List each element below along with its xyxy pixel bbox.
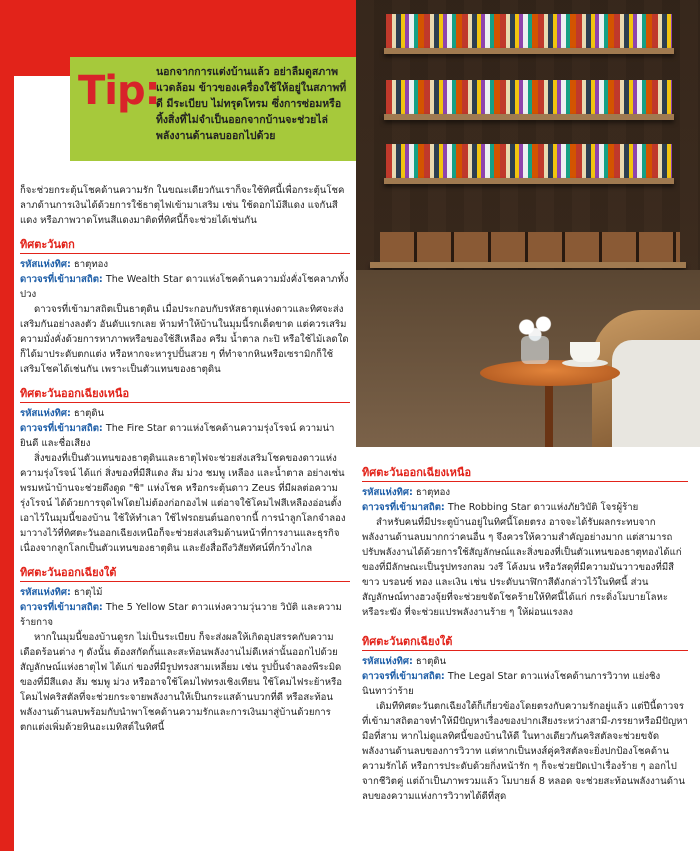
photo-table-leg: [545, 380, 553, 447]
left-column: [20, 183, 350, 737]
element-line: [20, 585, 350, 600]
photo-chair-cushion: [612, 340, 700, 447]
section-northeast: [20, 386, 350, 556]
element-line: [20, 257, 350, 272]
photo-shelf: [370, 262, 686, 268]
section-heading: ทิศตะวันออกเฉียงเหนือ: [362, 465, 688, 482]
element-line: [362, 654, 688, 669]
section-west: [20, 237, 350, 377]
star-value: The Legal Star ดาวแห่งโชคด้านการวิวาท แย่งชิง นินทาว่าร้าย: [362, 671, 661, 697]
section-heading: ทิศตะวันตกเฉียงใต้: [362, 634, 688, 651]
section-heading: ทิศตะวันตก: [20, 237, 350, 254]
element-label: รหัสแห่งทิศ:: [362, 487, 413, 498]
star-label: ดาวจรที่เข้ามาสถิต:: [20, 602, 103, 613]
photo-shelf: [384, 114, 674, 120]
photo-shelf: [384, 48, 674, 54]
section-northeast-2: [362, 465, 688, 620]
element-label: รหัสแห่งทิศ:: [20, 259, 71, 270]
star-label: ดาวจรที่เข้ามาสถิต:: [362, 671, 445, 682]
star-label: ดาวจรที่เข้ามาสถิต:: [362, 502, 445, 513]
section-heading: ทิศตะวันออกเฉียงใต้: [20, 565, 350, 582]
element-value: ธาตุดิน: [73, 408, 105, 419]
star-value: The 5 Yellow Star ดาวแห่งความวุ่นวาย วิบัติ และความร้ายกาจ: [20, 602, 342, 628]
photo-books-row: [386, 80, 672, 114]
photo-vase: [521, 336, 549, 364]
element-value: ธาตุไม้: [73, 587, 103, 598]
element-label: รหัสแห่งทิศ:: [20, 587, 71, 598]
red-margin-bar: [0, 0, 14, 851]
room-photo: [356, 0, 700, 447]
star-line: [362, 669, 688, 699]
section-southeast: [20, 565, 350, 735]
section-body: สำหรับคนที่มีประตูบ้านอยู่ในทิศนี้โดยตรง อาจจะได้รับผลกระทบจากพลังงานด้านลบมากกว่าคนอื่น ๆ จึงควรให้ความสำคัญอย่างมาก แต่สามารถปรับพลังงานได้ด้วยการใช้สัญลักษณ์และสิ่งของที่เป็นตัวแทนของธาตุทองได้แก่ ของที่มีลักษณะเป็นรูปทรงกลม วงรี โค้งมน หรือวัสดุที่มีความมันวาวของที่มีสีขาว บรอนซ์ ทอง และเงิน เช่น ประดับนาฬิกาสีดังกล่าวไว้ในทิศนี้ ส่วนสัญลักษณ์ทางฮวงจุ้ยที่จะช่วยขจัดโชคร้ายให้ทิศนี้ได้แก่ กระดิ่งโมบายโลหะ หรือระฆัง ที่จะช่วยแปรพลังงานร้าย ๆ ให้ผ่อนแรงลง: [362, 517, 682, 618]
right-column: [362, 465, 688, 806]
tip-label: Tip:: [78, 68, 160, 114]
star-label: ดาวจรที่เข้ามาสถิต:: [20, 423, 103, 434]
tip-text: นอกจากการแต่งบ้านแล้ว อย่าลืมดูสภาพแวดล้อม ข้าวของเครื่องใช้ให้อยู่ในสภาพที่ดี มีระเบียบ ไม่ทรุดโทรม ซึ่งการซ่อมหรือทิ้งสิ่งที่ไม่จำเป็นออกจากบ้านจะช่วยไล่พลังงานด้านลบออกไปด้วย: [156, 66, 347, 142]
section-body: สิ่งของที่เป็นตัวแทนของธาตุดินและธาตุไฟจะช่วยส่งเสริมโชคของดาวแห่งความรุ่งโรจน์ ได้แก่ สิ่งของที่มีสีแดง ส้ม ม่วง ชมพู เหลือง และน้ำตาล อย่างเช่น พรมหน้าบ้านจะช่วยดึงดูด "ชิ" แห่งโชค หรือกระตุ้นดาว Zeus ที่มีผลต่อความรุ่งโรจน์ ได้ด้วยการจุดไฟโดยไม่ต้องก่อกองไฟ แต่อาจใช้โคมไฟสีเหลืองอ่อนตั้งเอาไว้ในมุมนี้ของบ้าน ใช้ให้ทำเลา ใช้ไฟรถยนต์นอกจากนี้ การนำลูกโลกจำลองมาวางไว้ที่ทิศตะวันออกเฉียงเหนือก็จะช่วยส่งเสริมด้านหน้าที่การงานและธุรกิจ เนื่องจากลูกโลกเป็นตัวแทนของธาตุดิน และยังสื่อถึงวิสัยทัศน์ที่กว้างไกล: [20, 453, 346, 554]
star-value: The Robbing Star ดาวแห่งภัยวิบัติ โจรผู้ร้าย: [447, 502, 639, 513]
section-body: หากในมุมนี้ของบ้านดูรก ไม่เป็นระเบียบ ก็จะส่งผลให้เกิดอุปสรรคกับความเดือดร้อนต่าง ๆ ดังนั้น ต้องสกัดกั้นและสะท้อนพลังงานไม่ดีเหล่านั้นออกไปด้วยสัญลักษณ์แห่งธาตุไฟ ได้แก่ ของที่มีรูปทรงสามเหลี่ยม เช่น รูปปั้นจำลองพีระมิด ของที่มีสีแดง ส้ม ชมพู ม่วง หรืออาจใช้โคมไฟทรงเชิงเทียน ใช้โคมไฟระย้าหรือโคมไฟคริสตัลที่จะช่วยกระจายพลังงานให้เป็นกระแสด้านบวกที่ดี หรือสะท้อนพลังงานด้านลบพร้อมกับนำพาโชคด้านความรักและการเงินมาสู่บ้านด้วยการตกแต่งเพิ่มด้วยหินอะเมทิสต์ในทิศนี้: [20, 632, 342, 733]
photo-shelf: [384, 178, 674, 184]
section-body: ดาวจรที่เข้ามาสถิตเป็นธาตุดิน เมื่อประกอบกับรหัสธาตุแห่งดาวและทิศจะส่งเสริมกันอย่างลงตัว อันดับแรกเลย ห้ามทำให้บ้านในมุมนี้รกเด็ดขาด แต่ควรเสริมความมั่งคั่งด้วยการหาภาพหรือของใช้สีเหลือง ครีม น้ำตาล กะปิ หรือใช้ไม้เลดใดก็ได้มาประดับตกแต่ง หรือหากจะหารูปปั้นสวย ๆ ที่ทำจากหินหรือเซรามิกก็ใช้เสริมโชคได้เช่นกัน เพราะเป็นตัวแทนของธาตุดิน: [20, 304, 349, 375]
element-line: [362, 485, 688, 500]
star-value: The Fire Star ดาวแห่งโชคด้านความรุ่งโรจน์ ความน่ายินดี และชื่อเสียง: [20, 423, 335, 449]
photo-cup: [570, 342, 600, 362]
star-line: [20, 272, 350, 302]
photo-books-row: [386, 14, 672, 48]
photo-storage-boxes: [380, 232, 680, 262]
element-value: ธาตุทอง: [73, 259, 109, 270]
element-value: ธาตุทอง: [415, 487, 451, 498]
section-heading: ทิศตะวันออกเฉียงเหนือ: [20, 386, 350, 403]
star-line: [20, 600, 350, 630]
element-value: ธาตุดิน: [415, 656, 447, 667]
photo-books-row: [386, 144, 672, 178]
section-southwest: [362, 634, 688, 804]
star-line: [362, 500, 688, 515]
element-label: รหัสแห่งทิศ:: [20, 408, 71, 419]
star-value: The Wealth Star ดาวแห่งโชคด้านความมั่งคั่งโชคลาภทั้งปวง: [20, 274, 349, 300]
element-label: รหัสแห่งทิศ:: [362, 656, 413, 667]
element-line: [20, 406, 350, 421]
star-label: ดาวจรที่เข้ามาสถิต:: [20, 274, 103, 285]
section-body: เดิมทีทิศตะวันตกเฉียงใต้ก็เกี่ยวข้องโดยตรงกับความรักอยู่แล้ว แต่ปีนี้ดาวจรที่เข้ามาสถิตอาจทำให้มีปัญหาเรื่องของปากเสียงระหว่างสามี-ภรรยาหรือมีปัญหามือที่สาม หากไม่ดูแลทิศนี้ของบ้านให้ดี ในทางเดียวกันคริสตัลจะช่วยขจัดพลังงานด้านลบของการวิวาท แต่หากเป็นหงส์คู่คริสตัลจะยิ่งปกป้องโชคด้านความรักได้ หรือการประดับด้วยกิ่งหน้ารัก ๆ ก็จะช่วยปัดเป่าเรื่องร้าย ๆ ออกไปจากชีวิตคู่ แต่ถ้าเป็นภาพรวมแล้ว โมบายล์ 8 หลอด จะช่วยสะท้อนพลังงานด้านลบของความแห่งการวิวาทได้ดีที่สุด: [362, 701, 688, 802]
star-line: [20, 421, 350, 451]
intro-paragraph: ก็จะช่วยกระตุ้นโชคด้านความรัก ในขณะเดียวกันเราก็จะใช้ทิศนี้เพื่อกระตุ้นโชคลาภด้านการเงินได้ด้วยการใช้ธาตุไฟเข้ามาเสริม เช่น ใช้ดอกไม้สีแดง แจกันสีแดง หรือภาพวาดโทนสีแดงมาติดที่ทิศนี้ก็จะช่วยได้เช่นกัน: [20, 185, 345, 226]
